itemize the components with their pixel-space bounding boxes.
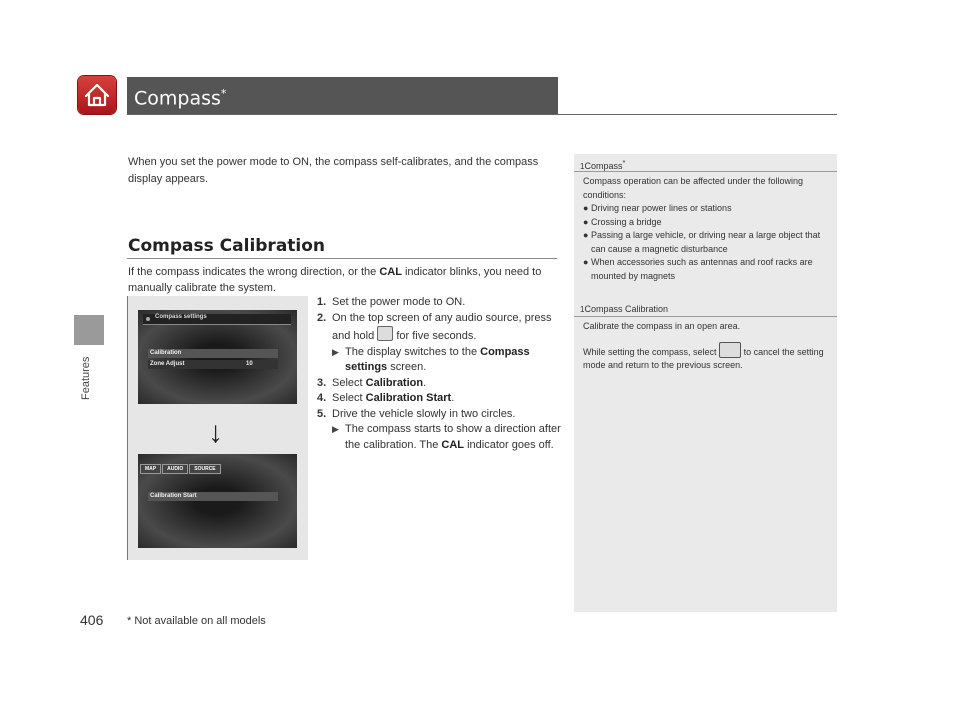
result-arrow-icon: ▶	[332, 346, 339, 357]
note-calibration-title: 1Compass Calibration	[580, 304, 668, 314]
compass-settings-screen	[138, 310, 297, 404]
title-divider	[127, 114, 837, 115]
note-divider	[574, 316, 837, 317]
section-tab-marker	[74, 315, 104, 345]
screenshot-panel	[127, 296, 308, 560]
section-heading: Compass Calibration	[128, 236, 326, 256]
step-4: 4. Select Calibration Start.	[317, 392, 455, 404]
section-intro: If the compass indicates the wrong direction, or the CAL indicator blinks, you need to manually calibrate the system.	[128, 266, 542, 294]
menu-button-icon	[377, 326, 393, 341]
menu-dot-icon	[146, 317, 150, 321]
steps-list	[317, 295, 562, 453]
source-tab: SOURCE	[189, 464, 220, 474]
note-compass-title: 1Compass*	[580, 158, 626, 171]
step-1: 1. Set the power mode to ON.	[317, 296, 466, 308]
step-3: 3. Select Calibration.	[317, 376, 427, 389]
step-5-result: ▶ The compass starts to show a direction after the calibration. The CAL indicator goes off.	[332, 423, 561, 451]
note-divider	[574, 171, 837, 172]
model-availability-mark: *	[220, 87, 227, 100]
down-arrow-icon: ↓	[208, 416, 223, 449]
notes-sidebar	[574, 154, 837, 612]
page-number: 406	[80, 612, 104, 628]
back-button-icon	[719, 342, 741, 358]
step-2: 2. On the top screen of any audio source, press and hold for five seconds. ▶ The display switches to the Compass settings screen.	[317, 311, 562, 376]
zone-adjust-menu-item: Zone Adjust 10	[148, 360, 278, 369]
calibration-start-menu-item: Calibration Start	[148, 492, 278, 501]
note-compass-body: Compass operation can be affected under the following conditions: ● Driving near power lines or stations ● Crossing a bridge ● Passing a large vehicle, or driving near a large object that can cause a magnetic disturbance ● When accessories such as antennas and roof racks are mounted by magnets	[583, 176, 821, 281]
calibration-start-screen	[138, 454, 297, 548]
screen-tabs	[140, 457, 222, 472]
screen-header: Compass settings	[143, 314, 291, 325]
audio-tab: AUDIO	[162, 464, 188, 474]
calibration-menu-item: Calibration	[148, 349, 278, 358]
section-divider	[127, 258, 557, 259]
intro-paragraph: When you set the power mode to ON, the compass self-calibrates, and the compass display appears.	[128, 156, 539, 185]
home-icon[interactable]	[78, 76, 116, 114]
result-arrow-icon: ▶	[332, 424, 339, 434]
page-title: Compass*	[134, 87, 227, 110]
step-5: 5. Drive the vehicle slowly in two circles. ▶ The compass starts to show a direction after the calibration. The CAL indicator goes off.	[317, 407, 562, 454]
note-calibration-body: Calibrate the compass in an open area. While setting the compass, select to cancel the setting mode and return to the previous screen.	[583, 321, 824, 370]
step-2-result: ▶ The display switches to the Compass settings screen.	[332, 345, 530, 373]
sidebar-section-label: Features	[80, 356, 92, 400]
map-tab: MAP	[140, 464, 161, 474]
footnote: * Not available on all models	[127, 615, 266, 627]
